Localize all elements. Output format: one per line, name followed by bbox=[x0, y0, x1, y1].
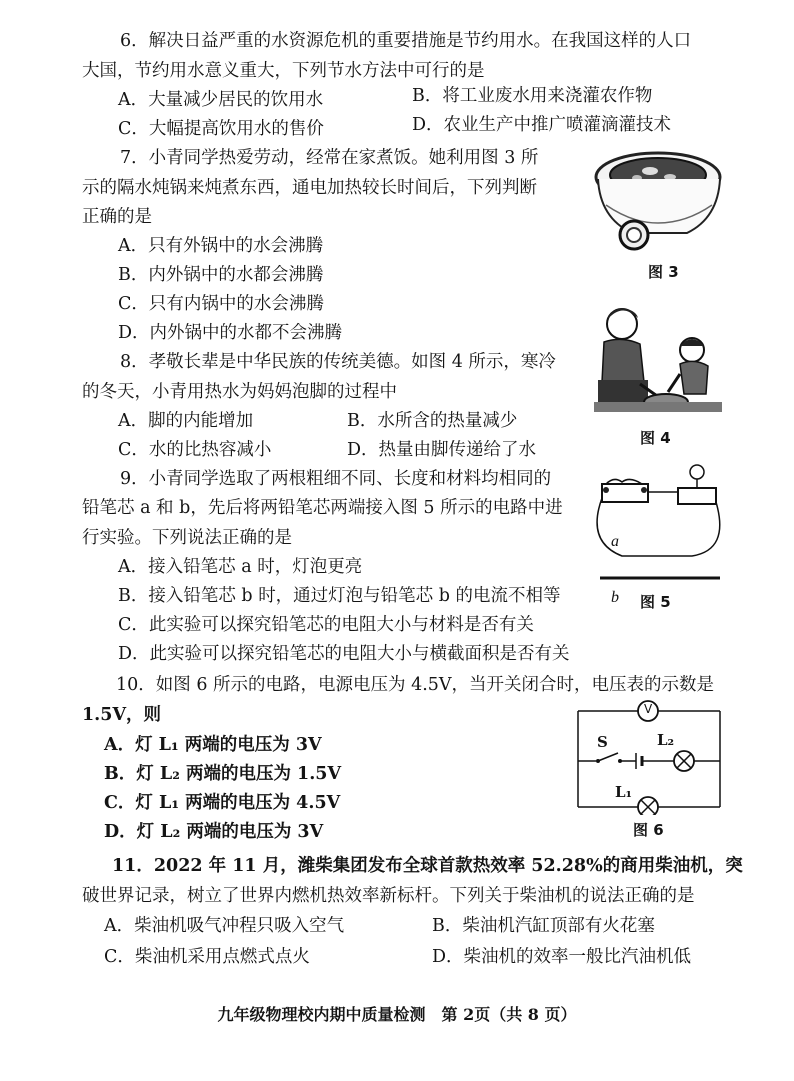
q8-option-a: A．脚的内能增加 bbox=[118, 411, 254, 431]
lamp-l1-label: L₁ bbox=[615, 783, 633, 801]
q8-stem-line1: 8．孝敬长辈是中华民族的传统美德。如图 4 所示，寒冷 bbox=[120, 352, 556, 372]
pencil-lead-b-label: b bbox=[611, 589, 619, 606]
q11-option-b: B．柴油机汽缸顶部有火花塞 bbox=[432, 916, 655, 936]
q7-stem-line3: 正确的是 bbox=[82, 207, 152, 227]
q8-option-c: C．水的比热容减小 bbox=[118, 440, 272, 460]
q9-stem-line2: 铅笔芯 a 和 b，先后将两铅笔芯两端接入图 5 所示的电路中进 bbox=[82, 498, 563, 518]
voltmeter-label: V bbox=[644, 702, 653, 716]
q7-option-b: B．内外锅中的水都会沸腾 bbox=[118, 265, 324, 285]
q11-option-c: C．柴油机采用点燃式点火 bbox=[104, 947, 310, 967]
q11-stem-line2: 破世界记录，树立了世界内燃机热效率新标杆。下列关于柴油机的说法正确的是 bbox=[82, 886, 695, 906]
figure-6-caption: 图 6 bbox=[633, 821, 664, 839]
q8-option-b: B．水所含的热量减少 bbox=[347, 411, 518, 431]
q10-option-c: C．灯 L₁ 两端的电压为 4.5V bbox=[104, 793, 341, 813]
lamp-l2-label: L₂ bbox=[657, 731, 675, 749]
figure-5-caption: 图 5 bbox=[640, 593, 671, 611]
pencil-lead-a-label: a bbox=[611, 533, 619, 550]
page-footer: 九年级物理校内期中质量检测 第 2页（共 8 页） bbox=[217, 1005, 577, 1024]
q9-option-c: C．此实验可以探究铅笔芯的电阻大小与材料是否有关 bbox=[118, 615, 534, 635]
figure-3-steam-cooker bbox=[592, 143, 727, 261]
q10-stem-line1: 10．如图 6 所示的电路，电源电压为 4.5V，当开关闭合时，电压表的示数是 bbox=[116, 675, 715, 695]
q6-option-d: D．农业生产中推广喷灌滴灌技术 bbox=[412, 115, 672, 135]
q11-stem-line1: 11．2022 年 11 月，潍柴集团发布全球首款热效率 52.28%的商用柴油机，突 bbox=[112, 856, 743, 876]
q6-option-a: A．大量减少居民的饮用水 bbox=[118, 90, 324, 110]
q7-option-d: D．内外锅中的水都不会沸腾 bbox=[118, 323, 343, 343]
q6-stem-line1: 6．解决日益严重的水资源危机的重要措施是节约用水。在我国这样的人口 bbox=[120, 31, 692, 51]
q6-stem-line2: 大国，节约用水意义重大，下列节水方法中可行的是 bbox=[82, 61, 485, 81]
figure-4-caption: 图 4 bbox=[640, 429, 671, 447]
q7-option-c: C．只有内锅中的水会沸腾 bbox=[118, 294, 324, 314]
figure-5-pencil-lead-circuit bbox=[592, 462, 732, 582]
switch-symbol bbox=[598, 753, 618, 761]
q10-stem-line2: 1.5V，则 bbox=[82, 705, 162, 725]
figure-4-foot-washing bbox=[588, 302, 728, 420]
q9-option-d: D．此实验可以探究铅笔芯的电阻大小与横截面积是否有关 bbox=[118, 644, 570, 664]
q7-option-a: A．只有外锅中的水会沸腾 bbox=[118, 236, 324, 256]
q10-option-d: D．灯 L₂ 两端的电压为 3V bbox=[104, 822, 324, 842]
q10-option-b: B．灯 L₂ 两端的电压为 1.5V bbox=[104, 764, 342, 784]
switch-label: S bbox=[597, 733, 608, 751]
q10-option-a: A．灯 L₁ 两端的电压为 3V bbox=[104, 735, 322, 755]
q9-option-a: A．接入铅笔芯 a 时，灯泡更亮 bbox=[118, 557, 363, 577]
q9-stem-line1: 9．小青同学选取了两根粗细不同、长度和材料均相同的 bbox=[120, 469, 552, 489]
q9-stem-line3: 行实验。下列说法正确的是 bbox=[82, 528, 292, 548]
q8-stem-line2: 的冬天，小青用热水为妈妈泡脚的过程中 bbox=[82, 382, 397, 402]
figure-3-caption: 图 3 bbox=[648, 263, 679, 281]
q6-option-c: C．大幅提高饮用水的售价 bbox=[118, 119, 324, 139]
q9-option-b: B．接入铅笔芯 b 时，通过灯泡与铅笔芯 b 的电流不相等 bbox=[118, 586, 561, 606]
q8-option-d: D．热量由脚传递给了水 bbox=[347, 440, 537, 460]
q7-stem-line2: 示的隔水炖锅来炖煮东西，通电加热较长时间后，下列判断 bbox=[82, 178, 537, 198]
q11-option-a: A．柴油机吸气冲程只吸入空气 bbox=[104, 916, 345, 936]
q6-option-b: B．将工业废水用来浇灌农作物 bbox=[412, 86, 653, 106]
q7-stem-line1: 7．小青同学热爱劳动，经常在家煮饭。她利用图 3 所 bbox=[120, 148, 539, 168]
q11-option-d: D．柴油机的效率一般比汽油机低 bbox=[432, 947, 692, 967]
